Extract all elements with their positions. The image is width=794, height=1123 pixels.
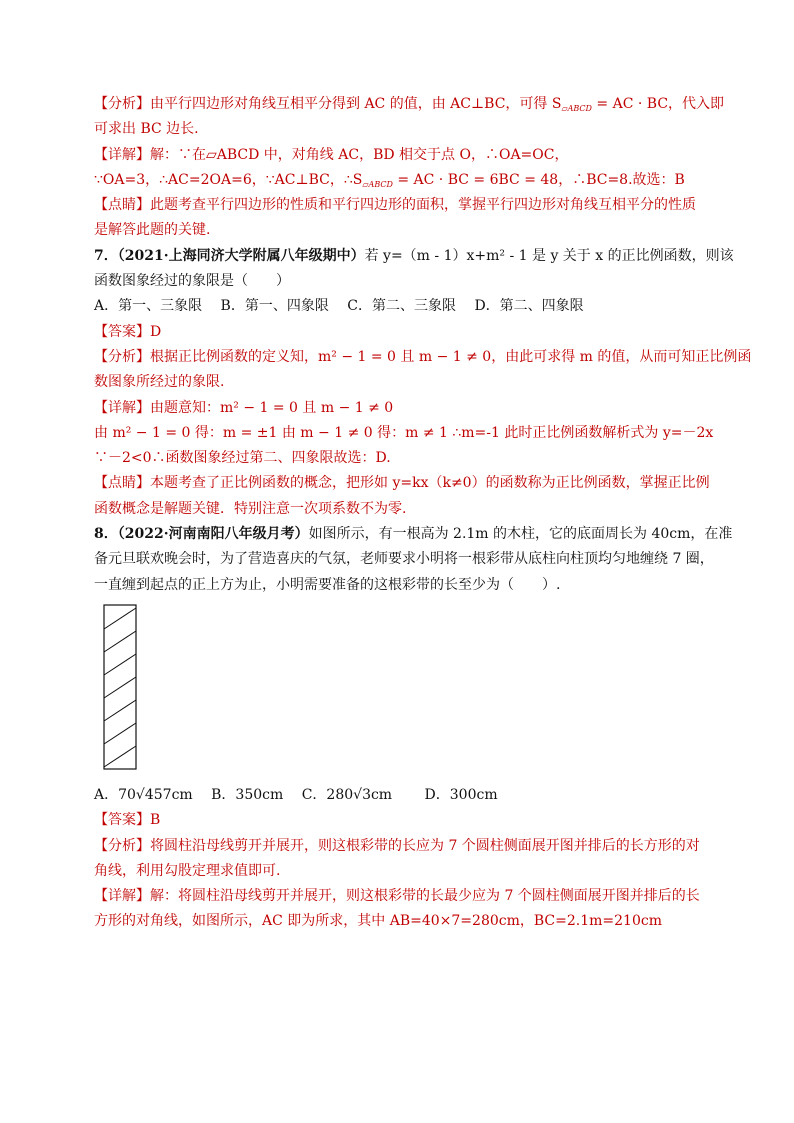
question-source: （2021·上海同济大学附属八年级期中） (117, 247, 365, 264)
q6-analysis-line-1: 【分析】由平行四边形对角线互相平分得到 AC 的值，由 AC⊥BC，可得 $S_{▱ABCD}$ = AC · BC，代入即 (94, 96, 725, 113)
q7-analysis-line-2: 数图象所经过的象限. (94, 374, 225, 391)
q8-analysis-line-2: 角线，利用勾股定理求值即可. (94, 862, 281, 879)
q7-stem-line-2: 函数图象经过的象限是（ ） (94, 273, 290, 290)
q8-options: A．70√457cm B．350cm C．280√3cm D．300cm (94, 786, 498, 803)
q8-stem-line-2: 备元旦联欢晚会时，为了营造喜庆的气氛，老师要求小明将一根彩带从底柱向柱顶均匀地缠绕 7 圈， (94, 551, 714, 568)
q7-answer: D (150, 323, 162, 340)
answer-tag: 【答案】 (94, 812, 150, 829)
q6-analysis-line-2: 可求出 BC 边长. (94, 121, 199, 138)
ribbon-segment (104, 631, 136, 652)
document-page (94, 92, 752, 935)
answer-tag: 【答案】 (94, 323, 150, 340)
q8-analysis-line-1: 【分析】将圆柱沿母线剪开并展开，则这根彩带的长应为 7 个圆柱侧面展开图并排后的长方形的对 (94, 837, 700, 854)
q6-comment-line-1: 【点睛】此题考查平行四边形的性质和平行四边形的面积，掌握平行四边形对角线互相平分的性质 (94, 197, 696, 214)
question-source: （2022·河南南阳八年级月考） (117, 526, 309, 543)
ribbon-segment (104, 654, 136, 675)
wrapped-column-figure (94, 598, 704, 783)
ribbon-segment (104, 677, 136, 698)
q7-comment-line-1: 【点睛】本题考查了正比例函数的概念，把形如 y=kx（k≠0）的函数称为正比例函数，掌握正比例 (94, 475, 710, 492)
q7-options: A．第一、三象限 B．第一、四象限 C．第二、三象限 D．第二、四象限 (94, 298, 584, 315)
q6-detail-line-1: 【详解】解：∵在▱ABCD 中，对角线 AC，BD 相交于点 O，∴OA=OC， (94, 146, 569, 163)
ribbon-segment (104, 746, 136, 767)
q7-answer-line (94, 320, 704, 345)
q8-answer-line (94, 808, 704, 833)
q7-analysis-line-1: 【分析】根据正比例函数的定义知，m² − 1 = 0 且 m − 1 ≠ 0，由此可求得 m 的值，从而可知正比例函 (94, 348, 752, 365)
ribbon-segment (104, 723, 136, 744)
q8-detail-line-1: 【详解】解：将圆柱沿母线剪开并展开，则这根彩带的长最少应为 7 个圆柱侧面展开图并排后的长 (94, 888, 700, 905)
q7-stem-line-1: 7．（2021·上海同济大学附属八年级期中）若 y=（m - 1）x+m² - 1 是 y 关于 x 的正比例函数，则该 (94, 247, 734, 264)
q6-detail-line-2: ∵OA=3，∴AC=2OA=6，∵AC⊥BC，$\therefore S_{▱ABCD}$ = AC · BC = 6BC = 48，∴BC=8.故选：B (94, 171, 685, 189)
analysis-tag: 【分析】 (94, 96, 150, 112)
q6-comment-line-2: 是解答此题的关键. (94, 222, 211, 239)
question-number: 8． (94, 526, 118, 543)
ribbon-segment (104, 700, 136, 721)
q7-comment-line-2: 函数概念是解题关键．特别注意一次项系数不为零. (94, 500, 407, 517)
column-ribbon-diagram (103, 604, 137, 770)
question-number: 7． (94, 247, 118, 264)
comment-tag: 【点睛】 (94, 197, 150, 214)
q8-stem-line-1: 8．（2022·河南南阳八年级月考）如图所示，有一根高为 2.1m 的木柱，它的底面周长为 40cm，在准 (94, 526, 733, 543)
q7-detail-line-3: ∵－2<0∴函数图象经过第二、四象限故选：D. (94, 450, 391, 467)
q7-detail-line-2: 由 m² − 1 = 0 得：m = ±1 由 m − 1 ≠ 0 得：m ≠ 1 ∴m=-1 此时正比例函数解析式为 y=－2x (94, 424, 714, 441)
q8-detail-line-2: 方形的对角线，如图所示，AC 即为所求，其中 AB=40×7=280cm，BC=2.1m=210cm (94, 913, 662, 930)
ribbon-segment (104, 608, 136, 629)
detail-tag: 【详解】 (94, 146, 150, 163)
q8-answer: B (150, 812, 161, 829)
q7-detail-line-1: 【详解】由题意知：m² − 1 = 0 且 m − 1 ≠ 0 (94, 399, 394, 416)
q8-stem-line-3: 一直缠到起点的正上方为止，小明需要准备的这根彩带的长至少为（ ）. (94, 576, 561, 593)
